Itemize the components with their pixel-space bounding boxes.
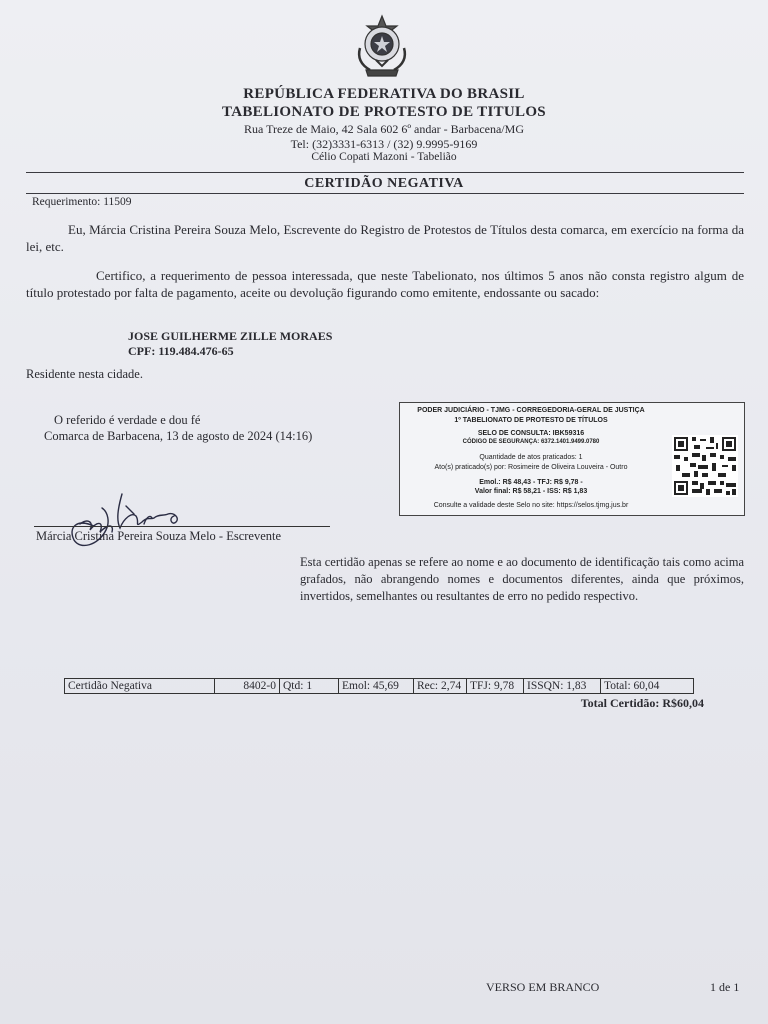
header-republic: REPÚBLICA FEDERATIVA DO BRASIL (243, 86, 525, 102)
header-phone: Tel: (32)3331-6313 / (32) 9.9995-9169 (290, 137, 478, 151)
table-row (65, 679, 694, 694)
fee-cell-description: Certidão Negativa (65, 679, 215, 694)
fee-cell-issqn: ISSQN: 1,83 (524, 679, 601, 694)
request-number: Requerimento: 11509 (32, 196, 132, 208)
subject-name: JOSE GUILHERME ZILLE MORAES (128, 329, 333, 343)
seal-line-final-value: Valor final: R$ 58,21 - ISS: R$ 1,83 (474, 488, 588, 495)
fee-cell-code: 8402-0 (215, 679, 280, 694)
seal-line-code: SELO DE CONSULTA: IBK59316 (477, 430, 585, 437)
subject-cpf: CPF: 119.484.476-65 (128, 344, 234, 358)
fees-table (64, 678, 694, 694)
signer-name: Márcia Cristina Pereira Souza Melo - Escrevente (36, 529, 282, 543)
divider-top (26, 172, 744, 173)
paragraph-clerk: Eu, Márcia Cristina Pereira Souza Melo, Escrevente do Registro de Protestos de Títulos desta comarca, em exercício na forma da lei, etc. (26, 222, 744, 254)
certificate-total: Total Certidão: R$60,04 (580, 696, 704, 710)
fee-cell-quantity: Qtd: 1 (280, 679, 339, 694)
paragraph-certify: Certifico, a requerimento de pessoa interessada, que neste Tabelionato, nos últimos 5 anos não consta registro algum de título protestado por falta de pagamento, aceite ou devolução figurando como emitente, endossante ou sacado: (26, 268, 744, 300)
fee-cell-emol: Emol: 45,69 (339, 679, 414, 694)
seal-line-quantity: Quantidade de atos praticados: 1 (479, 454, 583, 461)
fee-cell-total: Total: 60,04 (601, 679, 694, 694)
header-office: TABELIONATO DE PROTESTO DE TITULOS (222, 104, 546, 120)
fee-cell-tfj: TFJ: 9,78 (467, 679, 524, 694)
attestation-text: O referido é verdade e dou fé (54, 413, 201, 427)
signature-line (34, 526, 330, 527)
seal-line-performed-by: Ato(s) praticado(s) por: Rosimeire de Oliveira Louveira - Outro (434, 464, 628, 471)
blank-back-notice: VERSO EM BRANCO (486, 980, 600, 994)
seal-line-emol: Emol.: R$ 48,43 - TFJ: R$ 9,78 - (479, 479, 583, 486)
divider-bottom (26, 193, 744, 194)
document-title: CERTIDÃO NEGATIVA (304, 176, 464, 191)
header-address: Rua Treze de Maio, 42 Sala 602 6º andar - Barbacena/MG (244, 122, 524, 136)
digital-seal-box (399, 402, 745, 516)
residence-text: Residente nesta cidade. (26, 367, 143, 381)
page-number: 1 de 1 (710, 980, 740, 994)
place-date: Comarca de Barbacena, 13 de agosto de 2024 (14:16) (44, 429, 313, 443)
fee-cell-rec: Rec: 2,74 (414, 679, 467, 694)
disclaimer-note: Esta certidão apenas se refere ao nome e ao documento de identificação tais como acima grafados, não abrangendo nomes e documentos diferentes, ainda que próximos, invertidos, semelhantes ou resultantes de erro no pedido respectivo. (300, 555, 744, 603)
header-notary: Célio Copati Mazoni - Tabelião (311, 151, 457, 163)
qr-code-icon (672, 435, 738, 497)
seal-line-security: CÓDIGO DE SEGURANÇA: 6372.1401.9499.0780 (462, 439, 600, 445)
brazil-coat-of-arms-icon (352, 14, 412, 80)
seal-line-authority: PODER JUDICIÁRIO - TJMG - CORREGEDORIA-GERAL DE JUSTIÇA (417, 407, 645, 414)
seal-line-consult: Consulte a validade deste Selo no site: https://selos.tjmg.jus.br (433, 502, 629, 509)
seal-line-office: 1º TABELIONATO DE PROTESTO DE TÍTULOS (454, 417, 608, 424)
